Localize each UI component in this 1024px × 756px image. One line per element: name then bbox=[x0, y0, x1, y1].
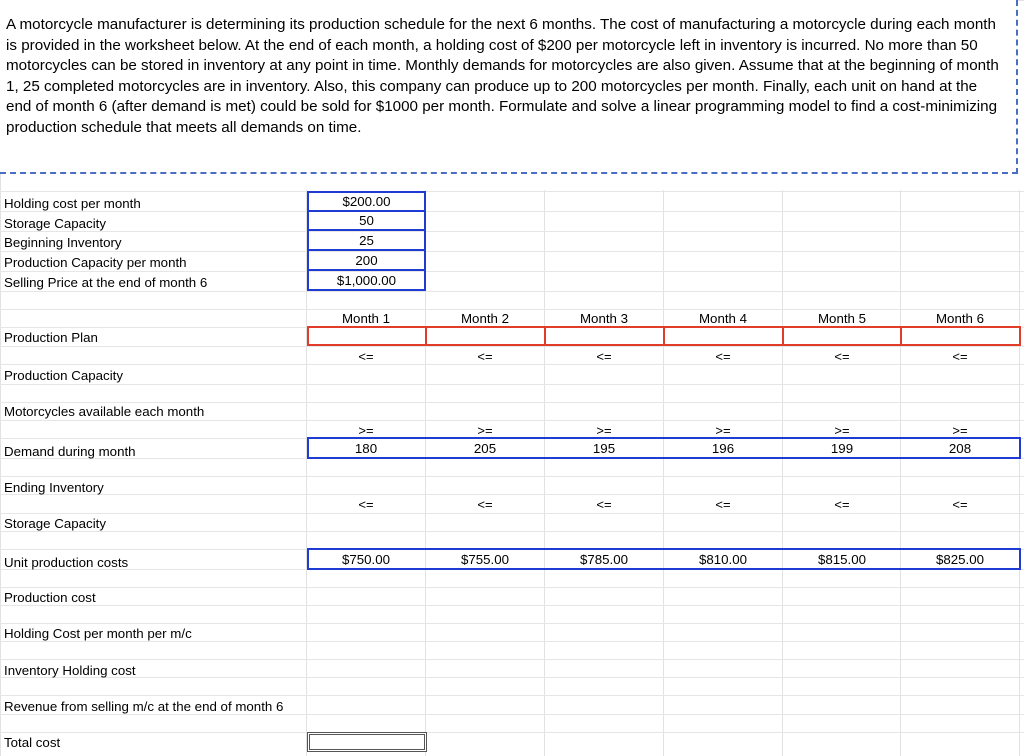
production-plan-cell-1[interactable] bbox=[307, 326, 427, 346]
month-header-3: Month 3 bbox=[579, 311, 629, 326]
unit-cost-value-3[interactable]: $785.00 bbox=[579, 552, 629, 567]
grid-row-line bbox=[0, 587, 1024, 588]
problem-text: A motorcycle manufacturer is determining its production schedule for the next 6 months. The cost of manufacturing a motorcycle during each month is provided in the worksheet below. At the end of each month, a holding cost of $200 per motorcycle left in inventory is incurred. No more than 50 motorcycles can be stored in inventory at any point in time. Monthly demands for motorcycles are also given. Assume that at the beginning of month 1, 25 completed motorcycles are in inventory. Also, this company can produce up to 200 motorcycles per month. Finally, each unit on hand at the end of month 6 (after demand is met) could be sold for $1000 per month. Formulate and solve a linear programming model to find a cost-minimizing production schedule that meets all demands on time. bbox=[6, 16, 999, 136]
demand-value-6[interactable]: 208 bbox=[948, 441, 972, 456]
total-cost-cell[interactable] bbox=[307, 732, 427, 752]
constraint-le: <= bbox=[477, 349, 493, 364]
production-plan-cell-4[interactable] bbox=[663, 326, 784, 346]
grid-row-line bbox=[0, 402, 1024, 403]
constraint-le: <= bbox=[952, 497, 968, 512]
row-label-unit-costs: Unit production costs bbox=[4, 555, 129, 570]
month-header-1: Month 1 bbox=[341, 311, 391, 326]
constraint-ge: >= bbox=[834, 423, 850, 438]
grid-row-line bbox=[0, 659, 1024, 660]
demand-value-2[interactable]: 205 bbox=[473, 441, 497, 456]
month-header-5: Month 5 bbox=[817, 311, 867, 326]
constraint-le: <= bbox=[596, 497, 612, 512]
grid-row-line bbox=[0, 476, 1024, 477]
param-label-beginning-inventory: Beginning Inventory bbox=[4, 235, 122, 250]
grid-row-line bbox=[0, 251, 1024, 252]
param-value-beginning-inventory[interactable]: 25 bbox=[307, 229, 426, 251]
param-value-production-capacity[interactable]: 200 bbox=[307, 249, 426, 271]
param-value-selling-price[interactable]: $1,000.00 bbox=[307, 269, 426, 291]
demand-value-4[interactable]: 196 bbox=[711, 441, 735, 456]
param-label-selling-price: Selling Price at the end of month 6 bbox=[4, 275, 208, 290]
row-label-revenue: Revenue from selling m/c at the end of month 6 bbox=[4, 699, 284, 714]
constraint-le: <= bbox=[477, 497, 493, 512]
grid-row-line bbox=[0, 605, 1024, 606]
grid-row-line bbox=[0, 420, 1024, 421]
grid-col-line bbox=[782, 190, 783, 756]
param-label-production-capacity: Production Capacity per month bbox=[4, 255, 187, 270]
constraint-le: <= bbox=[834, 349, 850, 364]
param-value-storage-capacity[interactable]: 50 bbox=[307, 210, 426, 231]
param-label-storage-capacity: Storage Capacity bbox=[4, 216, 106, 231]
grid-row-line bbox=[0, 231, 1024, 232]
constraint-ge: >= bbox=[715, 423, 731, 438]
constraint-le: <= bbox=[596, 349, 612, 364]
row-label-production-plan: Production Plan bbox=[4, 330, 98, 345]
grid-row-line bbox=[0, 677, 1024, 678]
grid-row-line bbox=[0, 695, 1024, 696]
grid-col-line bbox=[900, 190, 901, 756]
unit-cost-value-2[interactable]: $755.00 bbox=[460, 552, 510, 567]
grid-row-line bbox=[0, 513, 1024, 514]
constraint-le: <= bbox=[952, 349, 968, 364]
constraint-le: <= bbox=[834, 497, 850, 512]
grid-row-line bbox=[0, 623, 1024, 624]
param-value-holding-cost[interactable]: $200.00 bbox=[307, 191, 426, 212]
grid-row-line bbox=[0, 271, 1024, 272]
constraint-ge: >= bbox=[477, 423, 493, 438]
row-label-production-cost: Production cost bbox=[4, 590, 96, 605]
row-label-inventory-holding: Inventory Holding cost bbox=[4, 663, 136, 678]
grid-row-line bbox=[0, 494, 1024, 495]
constraint-le: <= bbox=[715, 497, 731, 512]
problem-statement bbox=[0, 0, 1018, 174]
demand-value-1[interactable]: 180 bbox=[354, 441, 378, 456]
grid-row-line bbox=[0, 211, 1024, 212]
row-label-ending-inventory: Ending Inventory bbox=[4, 480, 104, 495]
grid-row-line bbox=[0, 291, 1024, 292]
row-label-holding-cost-mc: Holding Cost per month per m/c bbox=[4, 626, 192, 641]
row-label-available: Motorcycles available each month bbox=[4, 404, 205, 419]
grid-col-line bbox=[1019, 190, 1020, 756]
constraint-le: <= bbox=[715, 349, 731, 364]
grid-row-line bbox=[0, 364, 1024, 365]
month-header-6: Month 6 bbox=[935, 311, 985, 326]
unit-cost-value-4[interactable]: $810.00 bbox=[698, 552, 748, 567]
constraint-ge: >= bbox=[596, 423, 612, 438]
constraint-ge: >= bbox=[952, 423, 968, 438]
row-label-storage-capacity: Storage Capacity bbox=[4, 516, 106, 531]
grid-row-line bbox=[0, 191, 1024, 192]
unit-cost-value-6[interactable]: $825.00 bbox=[935, 552, 985, 567]
grid-row-line bbox=[0, 531, 1024, 532]
production-plan-cell-6[interactable] bbox=[900, 326, 1021, 346]
grid-row-line bbox=[0, 732, 1024, 733]
production-plan-cell-3[interactable] bbox=[544, 326, 665, 346]
constraint-ge: >= bbox=[358, 423, 374, 438]
production-plan-cell-2[interactable] bbox=[425, 326, 546, 346]
unit-cost-value-5[interactable]: $815.00 bbox=[817, 552, 867, 567]
demand-value-3[interactable]: 195 bbox=[592, 441, 616, 456]
unit-cost-value-1[interactable]: $750.00 bbox=[341, 552, 391, 567]
grid-row-line bbox=[0, 309, 1024, 310]
constraint-le: <= bbox=[358, 497, 374, 512]
demand-value-5[interactable]: 199 bbox=[830, 441, 854, 456]
month-header-2: Month 2 bbox=[460, 311, 510, 326]
row-label-demand: Demand during month bbox=[4, 444, 136, 459]
grid-col-line bbox=[663, 190, 664, 756]
param-label-holding-cost: Holding cost per month bbox=[4, 196, 141, 211]
grid-row-line bbox=[0, 384, 1024, 385]
grid-row-line bbox=[0, 714, 1024, 715]
row-label-production-capacity: Production Capacity bbox=[4, 368, 123, 383]
production-plan-cell-5[interactable] bbox=[782, 326, 902, 346]
grid-col-line bbox=[544, 190, 545, 756]
month-header-4: Month 4 bbox=[698, 311, 748, 326]
row-label-total-cost: Total cost bbox=[4, 735, 61, 750]
constraint-le: <= bbox=[358, 349, 374, 364]
grid-row-line bbox=[0, 641, 1024, 642]
grid-row-line bbox=[0, 346, 1024, 347]
